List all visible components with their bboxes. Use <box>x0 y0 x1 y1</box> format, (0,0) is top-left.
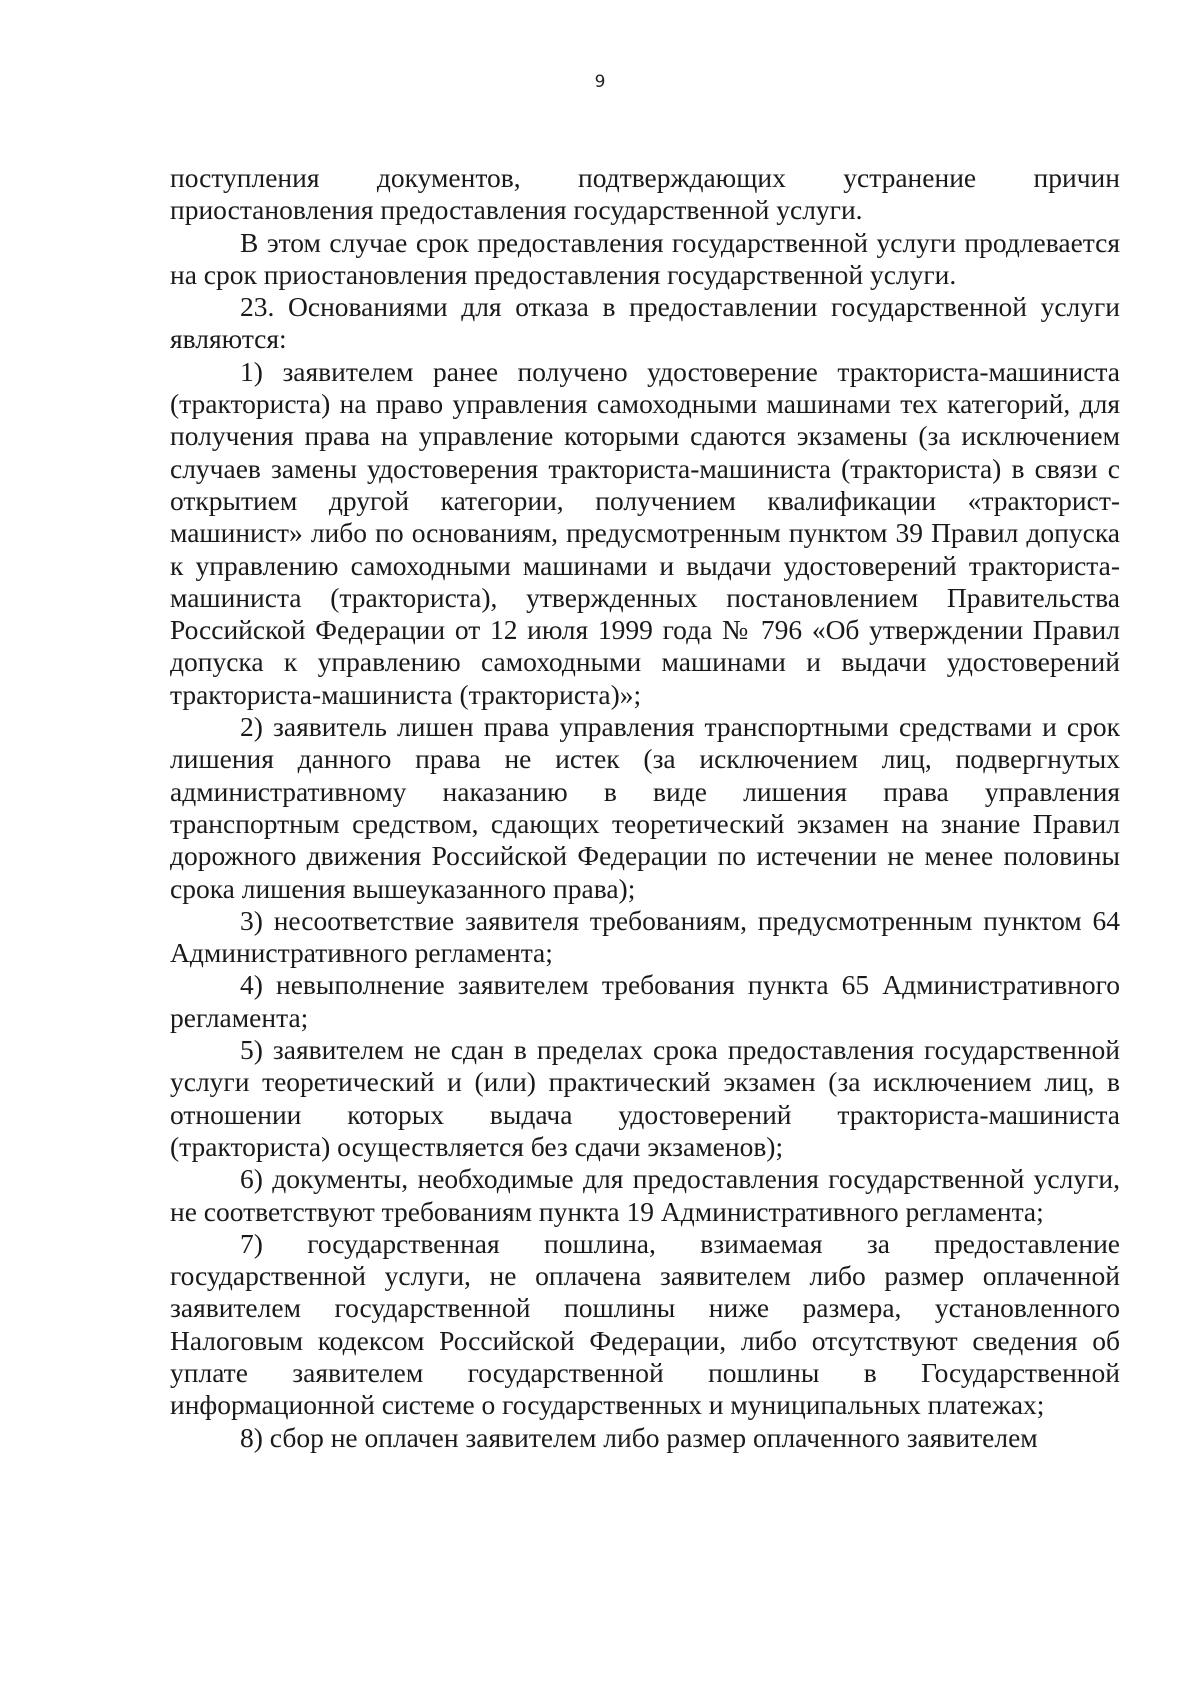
page-number: 9 <box>594 72 606 92</box>
list-item-5: 5) заявителем не сдан в пределах срока предоставления государственной услуги теоретический и (или) практический экзамен (за исключением лиц, в отношении которых выдача удостоверений тракториста-машиниста (тракториста) осуществляется без сдачи экзаменов); <box>170 1034 1120 1162</box>
list-item-8: 8) сбор не оплачен заявителем либо размер оплаченного заявителем <box>240 1421 1038 1453</box>
paragraph-term-extension: В этом случае срок предоставления государственной услуги продлевается на срок приостановления предоставления государственной услуги. <box>170 226 1120 290</box>
list-item-1: 1) заявителем ранее получено удостоверение тракториста-машиниста (тракториста) на право управления самоходными машинами тех категорий, для получения права на управление которыми сдаются экзамены (за исключением случаев замены удостоверения тракториста-машиниста (тракториста) в связи с открытием другой категории, получением квалификации «тракторист-машинист» либо по основаниям, предусмотренным пунктом 39 Правил допуска к управлению самоходными машинами и выдачи удостоверений тракториста-машиниста (тракториста), утвержденных постановлением Правительства Российской Федерации от 12 июля 1999 года № 796 «Об утверждении Правил допуска к управлению самоходными машинами и выдачи удостоверений тракториста-машиниста (тракториста)»; <box>170 355 1120 710</box>
list-item-6: 6) документы, необходимые для предоставления государственной услуги, не соответствуют требованиям пункта 19 Административного регламента; <box>170 1163 1120 1227</box>
document-body <box>170 162 1120 1454</box>
paragraph-continuation: поступления документов, подтверждающих устранение причин приостановления предоставления государственной услуги. <box>170 162 1120 226</box>
list-item-3: 3) несоответствие заявителя требованиям, предусмотренным пунктом 64 Административного регламента; <box>170 904 1120 969</box>
list-item-2: 2) заявитель лишен права управления транспортными средствами и срок лишения данного права не истек (за исключением лиц, подвергнутых административному наказанию в виде лишения права управления транспортным средством, сдающих теоретический экзамен на знание Правил дорожного движения Российской Федерации по истечении не менее половины срока лишения вышеуказанного права); <box>170 711 1120 904</box>
paragraph-refusal-grounds-heading: 23. Основаниями для отказа в предоставлении государственной услуги являются: <box>170 291 1120 355</box>
list-item-4: 4) невыполнение заявителем требования пункта 65 Административного регламента; <box>170 969 1120 1033</box>
list-item-7: 7) государственная пошлина, взимаемая за предоставление государственной услуги, не оплачена заявителем либо размер оплаченной заявителем государственной пошлины ниже размера, установленного Налоговым кодексом Российской Федерации, либо отсутствуют сведения об уплате заявителем государственной пошлины в Государственной информационной системе о государственных и муниципальных платежах; <box>170 1227 1120 1421</box>
